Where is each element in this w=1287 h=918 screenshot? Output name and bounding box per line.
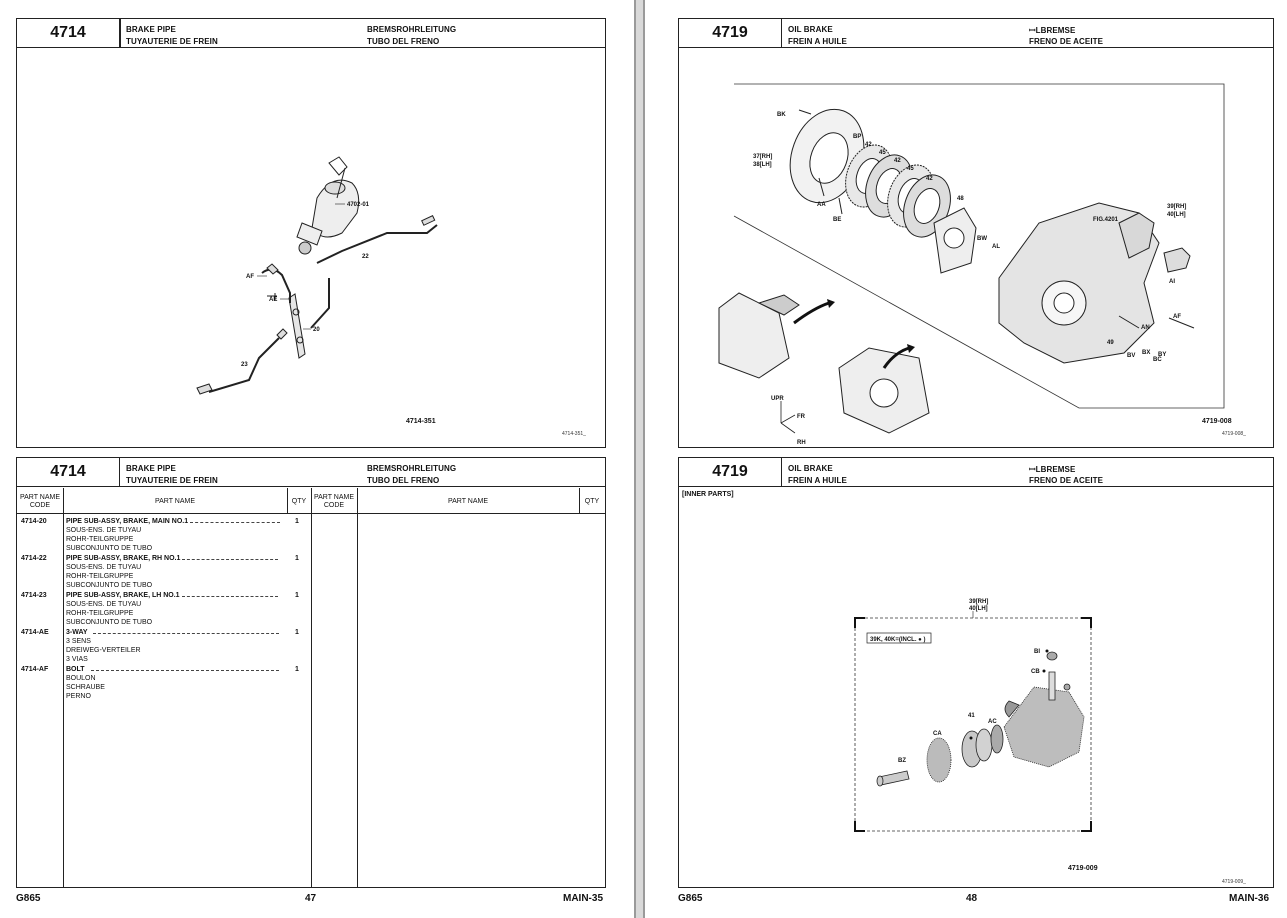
section-number: 4714 — [17, 458, 120, 486]
callout: AA — [817, 202, 826, 208]
title-de: BREMSROHRLEITUNG — [367, 464, 457, 473]
callout: AE — [269, 297, 278, 303]
footer-model: G865 — [16, 893, 41, 904]
part-code: 4714-22 — [21, 555, 47, 562]
figure-number-small: 4714-351_ — [562, 431, 586, 437]
callout: 23 — [241, 362, 248, 368]
part-code: 4714-20 — [21, 518, 47, 525]
callout: 41 — [968, 713, 975, 719]
part-name-es: SUBCONJUNTO DE TUBO — [66, 619, 153, 626]
callout: CB — [1031, 669, 1040, 675]
col-header-name-2: PART NAME — [447, 498, 489, 505]
parts-row — [17, 629, 311, 665]
callout: 22 — [362, 254, 369, 260]
callout: FIG.4201 — [1093, 217, 1119, 223]
inner-top-lh: 40[LH] — [969, 606, 988, 612]
inner-figure-number: 4719-009 — [1068, 865, 1098, 872]
callout: 39[RH] — [1167, 204, 1187, 210]
oil-brake-illustration — [679, 48, 1273, 447]
title-es: FRENO DE ACEITE — [1029, 37, 1104, 46]
part-code: 4714-23 — [21, 592, 47, 599]
title-fr: TUYAUTERIE DE FREIN — [126, 37, 218, 46]
right-page — [645, 0, 1287, 918]
part-name-es: 3 VIAS — [66, 656, 88, 663]
callout: BI — [1034, 649, 1040, 655]
callout: 42 — [894, 158, 901, 164]
parts-row — [17, 555, 311, 591]
callout: 37[RH] — [753, 154, 773, 160]
part-name: BOLT — [66, 666, 85, 673]
section-header — [17, 458, 605, 487]
inner-box-note: 39K, 40K=(INCL. ● ) — [870, 637, 926, 643]
callout: BE — [833, 217, 842, 223]
callout: 4702-01 — [347, 202, 370, 208]
part-name: PIPE SUB-ASSY, BRAKE, LH NO.1 — [66, 592, 180, 599]
title-es: FRENO DE ACEITE — [1029, 476, 1104, 485]
part-name-es: SUBCONJUNTO DE TUBO — [66, 582, 153, 589]
part-name-fr: SOUS-ENS. DE TUYAU — [66, 601, 142, 608]
callout: 38[LH] — [753, 162, 772, 168]
col-header-code-2: PART NAME CODE — [313, 494, 355, 509]
part-qty: 1 — [295, 555, 299, 562]
title-de: BREMSROHRLEITUNG — [367, 25, 457, 34]
section-header — [679, 19, 1273, 48]
callout: BK — [777, 112, 786, 118]
part-name-es: PERNO — [66, 693, 91, 700]
callout: AF — [1173, 314, 1181, 320]
axis-up-label: UPR — [771, 396, 784, 402]
part-name-de: ROHR-TEILGRUPPE — [66, 610, 134, 617]
title-de: ꟷLBREMSE — [1029, 26, 1076, 35]
parts-row — [17, 666, 311, 702]
brake-pipe-drawing — [17, 48, 605, 448]
figure-number: 4714-351 — [406, 418, 436, 425]
page-gutter — [634, 0, 645, 918]
callout: 45 — [879, 150, 886, 156]
brake-pipe-diagram-frame — [16, 18, 606, 448]
footer-page-number: 48 — [966, 893, 978, 904]
callout: BV — [1127, 353, 1136, 359]
part-name-de: ROHR-TEILGRUPPE — [66, 573, 134, 580]
title-en: OIL BRAKE — [788, 464, 833, 473]
footer-section: MAIN-35 — [563, 893, 604, 904]
part-name-fr: SOUS-ENS. DE TUYAU — [66, 527, 142, 534]
col-header-qty-2: QTY — [584, 498, 600, 505]
oil-brake-exploded-drawing — [679, 48, 1273, 448]
oil-brake-diagram-frame — [678, 18, 1274, 448]
callout: BW — [977, 236, 987, 242]
title-fr: TUYAUTERIE DE FREIN — [126, 476, 218, 485]
callout: AC — [988, 719, 997, 725]
callout: BZ — [898, 758, 906, 764]
callout: BP — [853, 134, 862, 140]
footer-section: MAIN-36 — [1229, 893, 1270, 904]
title-fr: FREIN A HUILE — [788, 476, 847, 485]
callout: 42 — [926, 176, 933, 182]
part-name-de: ROHR-TEILGRUPPE — [66, 536, 134, 543]
callout: AF — [246, 274, 254, 280]
part-name: PIPE SUB-ASSY, BRAKE, MAIN NO.1 — [66, 518, 189, 525]
title-en: BRAKE PIPE — [126, 25, 176, 34]
section-number: 4714 — [17, 19, 120, 47]
section-number: 4719 — [679, 19, 782, 47]
footer-model: G865 — [678, 893, 703, 904]
callout: BC — [1153, 357, 1162, 363]
section-header — [679, 458, 1273, 487]
callout: AN — [1141, 325, 1150, 331]
callout: AI — [1169, 279, 1175, 285]
left-page — [0, 0, 634, 918]
part-qty: 1 — [295, 629, 299, 636]
axis-right-label: RH — [797, 440, 806, 446]
footer-page-number: 47 — [305, 893, 317, 904]
part-code: 4714-AF — [21, 666, 49, 673]
inner-parts-label: [INNER PARTS] — [682, 491, 734, 498]
part-qty: 1 — [295, 592, 299, 599]
col-header-name: PART NAME — [154, 498, 196, 505]
title-es: TUBO DEL FRENO — [367, 476, 440, 485]
inner-parts-drawing — [679, 487, 1273, 887]
callout: BY — [1158, 352, 1167, 358]
part-name-fr: 3 SENS — [66, 638, 91, 645]
callout: CA — [933, 731, 942, 737]
title-es: TUBO DEL FRENO — [367, 37, 440, 46]
inner-figure-number-small: 4719-009_ — [1222, 879, 1246, 885]
callout: 40[LH] — [1167, 212, 1186, 218]
part-code: 4714-AE — [21, 629, 49, 636]
title-fr: FREIN A HUILE — [788, 37, 847, 46]
inner-top-rh: 39[RH] — [969, 599, 989, 605]
brake-pipe-illustration — [17, 48, 605, 447]
part-name-fr: BOULON — [66, 675, 96, 682]
col-header-qty: QTY — [291, 498, 307, 505]
callout: 42 — [865, 142, 872, 148]
parts-row — [17, 592, 311, 628]
part-qty: 1 — [295, 518, 299, 525]
callout: 45 — [907, 166, 914, 172]
callout: 49 — [1107, 340, 1114, 346]
section-number: 4719 — [679, 458, 782, 486]
parts-row — [17, 518, 311, 554]
title-de: ꟷLBREMSE — [1029, 465, 1076, 474]
part-name-fr: SOUS-ENS. DE TUYAU — [66, 564, 142, 571]
part-name: PIPE SUB-ASSY, BRAKE, RH NO.1 — [66, 555, 181, 562]
part-name-es: SUBCONJUNTO DE TUBO — [66, 545, 153, 552]
callout: AL — [992, 244, 1000, 250]
callout: BX — [1142, 350, 1151, 356]
title-en: BRAKE PIPE — [126, 464, 176, 473]
figure-number-small: 4719-008_ — [1222, 431, 1246, 437]
inner-parts-illustration — [679, 487, 1273, 887]
title-en: OIL BRAKE — [788, 25, 833, 34]
part-name: 3-WAY — [66, 629, 88, 636]
callout: 20 — [313, 327, 320, 333]
part-qty: 1 — [295, 666, 299, 673]
section-header — [17, 19, 605, 48]
figure-number: 4719-008 — [1202, 418, 1232, 425]
parts-list-frame — [16, 457, 606, 888]
part-name-de: DREIWEG-VERTEILER — [66, 647, 141, 654]
callout: 48 — [957, 196, 964, 202]
part-name-de: SCHRAUBE — [66, 684, 105, 691]
inner-parts-frame — [678, 457, 1274, 888]
axis-front-label: FR — [797, 414, 805, 420]
col-header-code: PART NAME CODE — [19, 494, 61, 509]
